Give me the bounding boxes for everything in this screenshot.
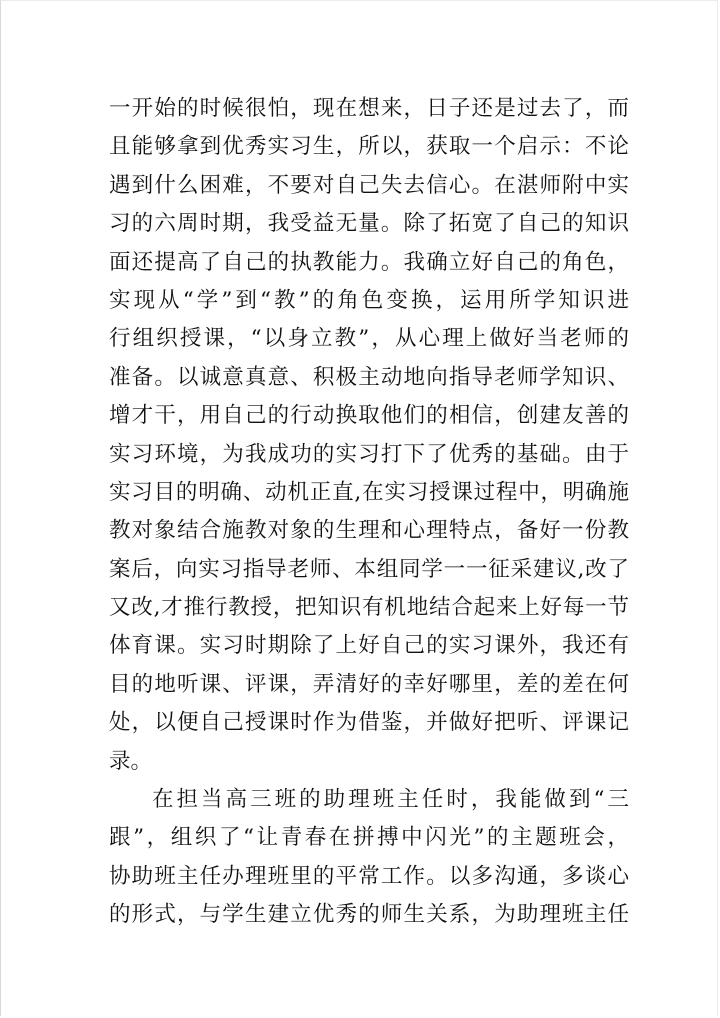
- text-line: 增才干，用自己的行动换取他们的相信，创建友善的: [109, 403, 629, 429]
- text-line: 教对象结合施教对象的生理和心理特点，备好一份教: [109, 518, 629, 544]
- text-line: 协助班主任办理班里的平常工作。以多沟通，多谈心: [109, 863, 629, 889]
- text-line: 一开始的时候很怕，现在想来，日子还是过去了，而: [109, 96, 629, 121]
- text-line: 实现从“学”到“教”的角色变换，运用所学知识进: [109, 287, 629, 313]
- text-line: 跟”，组织了“让青春在拼搏中闪光”的主题班会，: [109, 825, 629, 851]
- text-line: 准备。以诚意真意、积极主动地向指导老师学知识、: [109, 364, 629, 390]
- text-line: 又改,才推行教授，把知识有机地结合起来上好每一节: [109, 595, 629, 621]
- text-line: 遇到什么困难，不要对自己失去信心。在湛师附中实: [109, 172, 629, 198]
- text-line: 面还提高了自己的执教能力。我确立好自己的角色，: [109, 249, 629, 275]
- text-line: 且能够拿到优秀实习生，所以，获取一个启示：不论: [109, 134, 629, 160]
- text-line: 在担当高三班的助理班主任时，我能做到“三: [152, 787, 629, 813]
- text-line: 体育课。实习时期除了上好自己的实习课外，我还有: [109, 633, 629, 659]
- text-line: 目的地听课、评课，弄清好的幸好哪里，差的差在何: [109, 671, 629, 697]
- text-line: 处，以便自己授课时作为借鉴，并做好把听、评课记: [109, 710, 629, 736]
- paragraph-1: [109, 90, 629, 781]
- text-line: 行组织授课，“以身立教”，从心理上做好当老师的: [109, 326, 629, 352]
- paragraph-2: [109, 781, 629, 935]
- text-line: 案后，向实习指导老师、本组同学一一征采建议,改了: [109, 556, 629, 582]
- text-line: 实习环境，为我成功的实习打下了优秀的基础。由于: [109, 441, 629, 467]
- text-line: 的形式，与学生建立优秀的师生关系，为助理班主任: [109, 902, 629, 928]
- text-line: 实习目的明确、动机正直,在实习授课过程中，明确施: [109, 479, 629, 505]
- text-line: 习的六周时期，我受益无量。除了拓宽了自己的知识: [109, 211, 629, 237]
- text-line: 录。: [109, 748, 153, 774]
- body-text: [109, 90, 629, 935]
